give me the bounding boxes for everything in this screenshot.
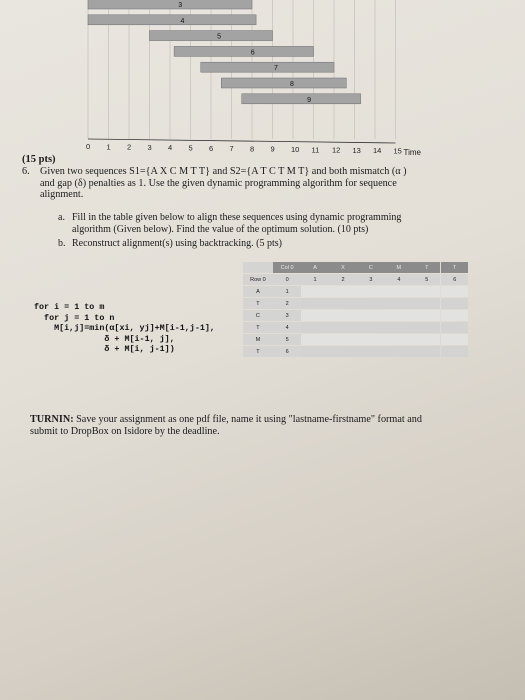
dp-cell[interactable]: 5	[413, 274, 440, 285]
dp-cell[interactable]: Row 0	[243, 274, 273, 285]
dp-cell[interactable]	[385, 310, 412, 321]
dp-cell[interactable]	[413, 298, 440, 309]
dp-cell[interactable]	[413, 286, 440, 297]
subquestion-a	[58, 212, 478, 235]
dp-header-cell: X	[329, 262, 356, 273]
dp-cell[interactable]: 4	[273, 322, 300, 333]
dp-header-cell: C	[357, 262, 384, 273]
gantt-tick-label: 10	[291, 145, 300, 154]
gantt-tick-label: 4	[168, 143, 173, 153]
dp-cell[interactable]: 3	[273, 310, 300, 321]
dp-cell[interactable]	[357, 286, 384, 297]
dp-cell[interactable]	[413, 346, 440, 357]
dp-cell[interactable]	[357, 322, 384, 333]
gantt-tick-label: 12	[332, 145, 341, 155]
dp-cell[interactable]	[301, 310, 328, 321]
dp-header-cell: Col 0	[273, 262, 300, 273]
dp-cell[interactable]	[441, 334, 468, 345]
subquestion-b-line-1: Reconstruct alignment(s) using backtracking. (5 pts)	[72, 238, 282, 249]
dp-cell[interactable]: M	[243, 334, 273, 345]
subquestion-a-mark: a.	[58, 212, 65, 223]
gantt-tick-label: 14	[373, 146, 382, 156]
dp-row	[243, 310, 469, 322]
gantt-tick-label: 3	[147, 142, 152, 152]
algorithm-code	[34, 302, 215, 355]
dp-cell[interactable]: 2	[273, 298, 300, 309]
dp-cell[interactable]	[385, 286, 412, 297]
dp-cell[interactable]	[385, 346, 412, 357]
dp-cell[interactable]	[441, 322, 468, 333]
dp-cell[interactable]	[441, 346, 468, 357]
gantt-bar-label: 6	[250, 49, 255, 57]
turnin-line-2: submit to DropBox on Isidore by the deadline.	[30, 426, 220, 437]
gantt-bar	[88, 15, 256, 25]
dp-cell[interactable]	[441, 310, 468, 321]
code-line-5: δ + M[i, j-1])	[34, 344, 175, 354]
dp-cell[interactable]	[385, 298, 412, 309]
dp-cell[interactable]: A	[243, 286, 273, 297]
dp-cell[interactable]	[329, 298, 356, 309]
turnin-label: TURNIN:	[30, 414, 74, 425]
gantt-bar-label: 7	[274, 65, 278, 73]
dp-cell[interactable]: 4	[385, 274, 412, 285]
dp-cell[interactable]: 3	[357, 274, 384, 285]
dp-row	[243, 346, 469, 358]
dp-cell[interactable]	[441, 286, 468, 297]
gantt-tick-label: 15	[393, 146, 402, 156]
dp-header-row	[243, 262, 469, 274]
dp-table	[243, 262, 469, 378]
gantt-tick-label: 2	[127, 142, 132, 152]
dp-cell[interactable]	[385, 322, 412, 333]
dp-cell[interactable]: 1	[301, 274, 328, 285]
dp-cell[interactable]: T	[243, 298, 273, 309]
gantt-bar-label: 8	[290, 81, 294, 88]
dp-cell[interactable]	[385, 334, 412, 345]
gantt-bar-label: 4	[180, 17, 185, 25]
gantt-tick-label: 9	[270, 144, 275, 154]
gantt-bar-label: 5	[217, 33, 222, 41]
dp-header-cell	[243, 262, 273, 273]
dp-header-cell: T	[441, 262, 468, 273]
dp-cell[interactable]	[357, 334, 384, 345]
gantt-chart	[0, 0, 525, 160]
gantt-bar-label: 9	[307, 96, 312, 104]
dp-cell[interactable]	[329, 322, 356, 333]
gantt-bar	[201, 62, 334, 72]
dp-cell[interactable]: 0	[273, 274, 300, 285]
dp-header-cell: M	[385, 262, 412, 273]
dp-header-cell: T	[413, 262, 440, 273]
dp-row	[243, 274, 469, 286]
question-body	[22, 166, 492, 201]
gantt-tick-label: 0	[86, 142, 91, 151]
question-points: (15 pts)	[22, 154, 56, 165]
gantt-bar	[221, 78, 346, 88]
dp-cell[interactable]	[441, 298, 468, 309]
dp-cell[interactable]: T	[243, 346, 273, 357]
dp-cell[interactable]: 1	[273, 286, 300, 297]
gantt-axis	[88, 139, 396, 143]
dp-cell[interactable]	[301, 286, 328, 297]
dp-cell[interactable]	[329, 286, 356, 297]
dp-cell[interactable]: 6	[273, 346, 300, 357]
code-line-2: for j = 1 to n	[34, 312, 115, 323]
dp-cell[interactable]	[413, 334, 440, 345]
dp-cell[interactable]	[329, 346, 356, 357]
dp-cell[interactable]	[329, 310, 356, 321]
dp-cell[interactable]: 6	[441, 274, 468, 285]
dp-cell[interactable]	[357, 310, 384, 321]
dp-row	[243, 286, 469, 298]
dp-cell[interactable]	[329, 334, 356, 345]
dp-cell[interactable]	[301, 334, 328, 345]
gantt-bar	[174, 46, 313, 56]
question-line-3: alignment.	[40, 189, 84, 200]
dp-cell[interactable]: C	[243, 310, 273, 321]
gantt-tick-label: 11	[311, 145, 320, 155]
gantt-bar	[88, 0, 252, 9]
subquestion-b	[58, 238, 478, 250]
code-line-3: M[i,j]=min(α[xi, yj]+M[i-1,j-1],	[34, 323, 215, 333]
code-line-1: for i = 1 to m	[34, 302, 105, 312]
gantt-tick-label: 6	[209, 143, 214, 153]
gantt-axis-label: Time	[403, 148, 421, 157]
gantt-tick-label: 5	[188, 143, 193, 153]
dp-cell[interactable]	[413, 322, 440, 333]
dp-cell[interactable]: T	[243, 322, 273, 333]
dp-cell[interactable]: 5	[273, 334, 300, 345]
dp-row	[243, 298, 469, 310]
dp-cell[interactable]	[301, 346, 328, 357]
dp-cell[interactable]	[301, 298, 328, 309]
dp-row	[243, 334, 469, 346]
subquestion-b-mark: b.	[58, 238, 66, 249]
gantt-tick-label: 8	[250, 144, 255, 154]
gantt-bar-label: 3	[178, 2, 183, 9]
question-line-2: and gap (δ) penalties as 1. Use the given dynamic programming algorithm for sequence	[40, 177, 397, 189]
dp-row	[243, 322, 469, 334]
turnin-line-1: Save your assignment as one pdf file, name it using "lastname-firstname" format and	[76, 414, 422, 425]
gantt-tick-label: 1	[106, 142, 111, 152]
dp-cell[interactable]	[357, 298, 384, 309]
gantt-tick-label: 13	[352, 145, 361, 155]
question-line-1: Given two sequences S1={A X C M T T} and S2={A T C T M T} and both mismatch (α )	[40, 166, 407, 177]
turnin-note	[30, 414, 495, 438]
dp-cell[interactable]	[413, 310, 440, 321]
code-line-4: δ + M[i-1, j],	[34, 333, 175, 344]
dp-cell[interactable]: 2	[329, 274, 356, 285]
subquestion-a-line-1: Fill in the table given below to align these sequences using dynamic programming	[72, 212, 402, 223]
gantt-bar	[150, 31, 273, 41]
gantt-tick-label: 7	[229, 144, 234, 154]
dp-header-cell: A	[301, 262, 328, 273]
question-number: 6.	[22, 166, 30, 177]
subquestion-a-line-2: algorithm (Given below). Find the value of the optimum solution. (10 pts)	[72, 223, 369, 235]
dp-cell[interactable]	[301, 322, 328, 333]
gantt-bar	[242, 94, 361, 104]
dp-cell[interactable]	[357, 346, 384, 357]
